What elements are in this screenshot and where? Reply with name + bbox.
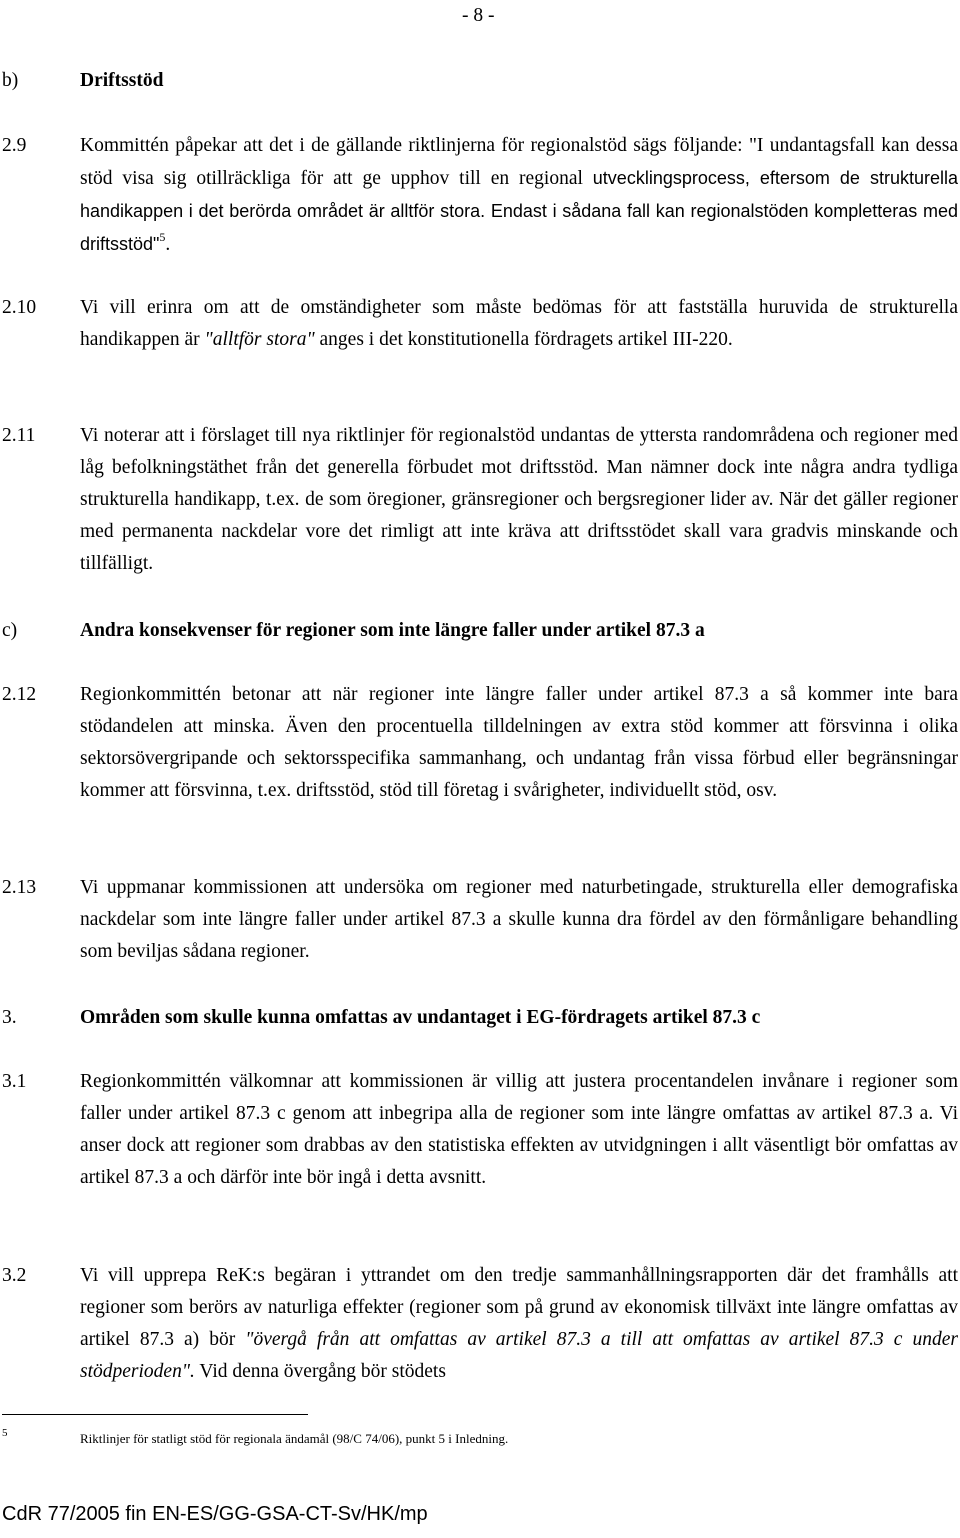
page-number: - 8 - (462, 5, 495, 26)
paragraph-text-end: . (165, 234, 171, 255)
paragraph-2-11 (2, 420, 958, 580)
paragraph-number: 3.1 (2, 1071, 27, 1092)
paragraph-text-part: Vid denna övergång bör stödets (194, 1361, 446, 1382)
paragraph-3-2 (2, 1260, 958, 1388)
paragraph-2-10 (2, 292, 958, 356)
paragraph-text-part: Kommittén påpekar att det i de gällande riktlinjerna för regionalstöd sägs följande: "I undantagsfall kan dessa stöd visa sig otillräckliga för att ge upphov till en regional (80, 135, 958, 189)
section-b (2, 65, 958, 97)
paragraph-number: 2.12 (2, 684, 37, 705)
paragraph-text-italic: "övergå från att omfattas av artikel 87.3 a till att omfattas av artikel 87.3 c under stödperioden". (80, 1329, 959, 1382)
section-number: b) (2, 70, 19, 91)
section-c (2, 615, 958, 647)
footnote (2, 1427, 958, 1448)
paragraph-number: 2.9 (2, 135, 27, 156)
footnote-reference: 5 (159, 230, 166, 244)
paragraph-text: Regionkommittén betonar att när regioner inte längre faller under artikel 87.3 a så kommer inte bara stödandelen att minska. Även den procentuella tilldelningen av extra stöd kommer att försvinna i olika sektorsövergripande och sektorsspecifika sammanhang, och undantag från vissa förbud eller begränsningar kommer att försvinna, t.ex. driftsstöd, stöd till företag i svårigheter, individuellt stöd, osv. (80, 684, 958, 801)
paragraph-2-9 (2, 130, 958, 261)
paragraph-text-part: anges i det konstitutionella fördragets artikel III-220. (314, 329, 733, 350)
paragraph-2-13 (2, 872, 958, 968)
section-heading: Andra konsekvenser för regioner som inte längre faller under artikel 87.3 a (80, 620, 705, 641)
paragraph-text (80, 130, 958, 261)
footnote-mark: 5 (2, 1427, 8, 1439)
footnote-separator (2, 1414, 308, 1415)
paragraph-number: 2.11 (2, 425, 36, 446)
paragraph-number: 2.13 (2, 877, 37, 898)
section-number: 3. (2, 1007, 17, 1028)
paragraph-text: Vi noterar att i förslaget till nya riktlinjer för regionalstöd undantas de yttersta randområdena och regioner med låg befolkningstäthet från det generella förbudet mot driftsstöd. Man nämner dock inte några andra tydliga strukturella handikapp, t.ex. de som öregioner, gränsregioner och bergsregioner lider av. När det gäller regioner med permanenta nackdelar vore det rimligt att inte kräva att driftsstödet skall vara gradvis minskande och tillfälligt. (80, 425, 958, 574)
paragraph-2-12 (2, 679, 958, 807)
section-heading: Områden som skulle kunna omfattas av undantaget i EG-fördragets artikel 87.3 c (80, 1007, 761, 1028)
paragraph-number: 2.10 (2, 297, 37, 318)
paragraph-text (80, 292, 958, 356)
section-heading: Driftsstöd (80, 70, 164, 91)
paragraph-text-italic: "alltför stora" (204, 329, 315, 350)
document-reference-footer: CdR 77/2005 fin EN-ES/GG-GSA-CT-Sv/HK/mp (2, 1503, 428, 1525)
paragraph-text-sans: utvecklingsprocess, eftersom de strukturella handikappen i det berörda området är alltför stora. Endast i sådana fall kan regionalstöden kompletteras med driftsstöd" (80, 168, 958, 254)
paragraph-3-1 (2, 1066, 958, 1194)
paragraph-text: Vi uppmanar kommissionen att undersöka om regioner med naturbetingade, strukturella eller demografiska nackdelar som inte längre faller under artikel 87.3 a skulle kunna dra fördel av den förmånligare behandling som beviljas sådana regioner. (80, 877, 958, 962)
paragraph-text-part: Vi vill erinra om att de omständigheter som måste bedömas för att fastställa huruvida de strukturella handikappen är (80, 297, 958, 350)
section-3 (2, 1002, 958, 1034)
paragraph-text-part: Vi vill upprepa ReK:s begäran i yttrandet om den tredje sammanhållningsrapporten där det framhålls att regioner som berörs av naturliga effekter (regioner som på grund av ekonomisk tillväxt inte längre omfattas av artikel 87.3 a) bör (80, 1265, 958, 1350)
paragraph-text: Regionkommittén välkomnar att kommissionen är villig att justera procentandelen invånare i regioner som faller under artikel 87.3 c genom att inbegripa alla de regioner som inte längre omfattas av artikel 87.3 a. Vi anser dock att regioner som drabbas av den statistiska effekten av utvidgningen i allt väsentligt bör omfattas av artikel 87.3 a och därför inte bör ingå i detta avsnitt. (80, 1071, 958, 1188)
paragraph-number: 3.2 (2, 1265, 27, 1286)
footnote-text: Riktlinjer för statligt stöd för regionala ändamål (98/C 74/06), punkt 5 i Inledning. (80, 1431, 509, 1446)
paragraph-text (80, 1260, 958, 1388)
section-number: c) (2, 620, 18, 641)
